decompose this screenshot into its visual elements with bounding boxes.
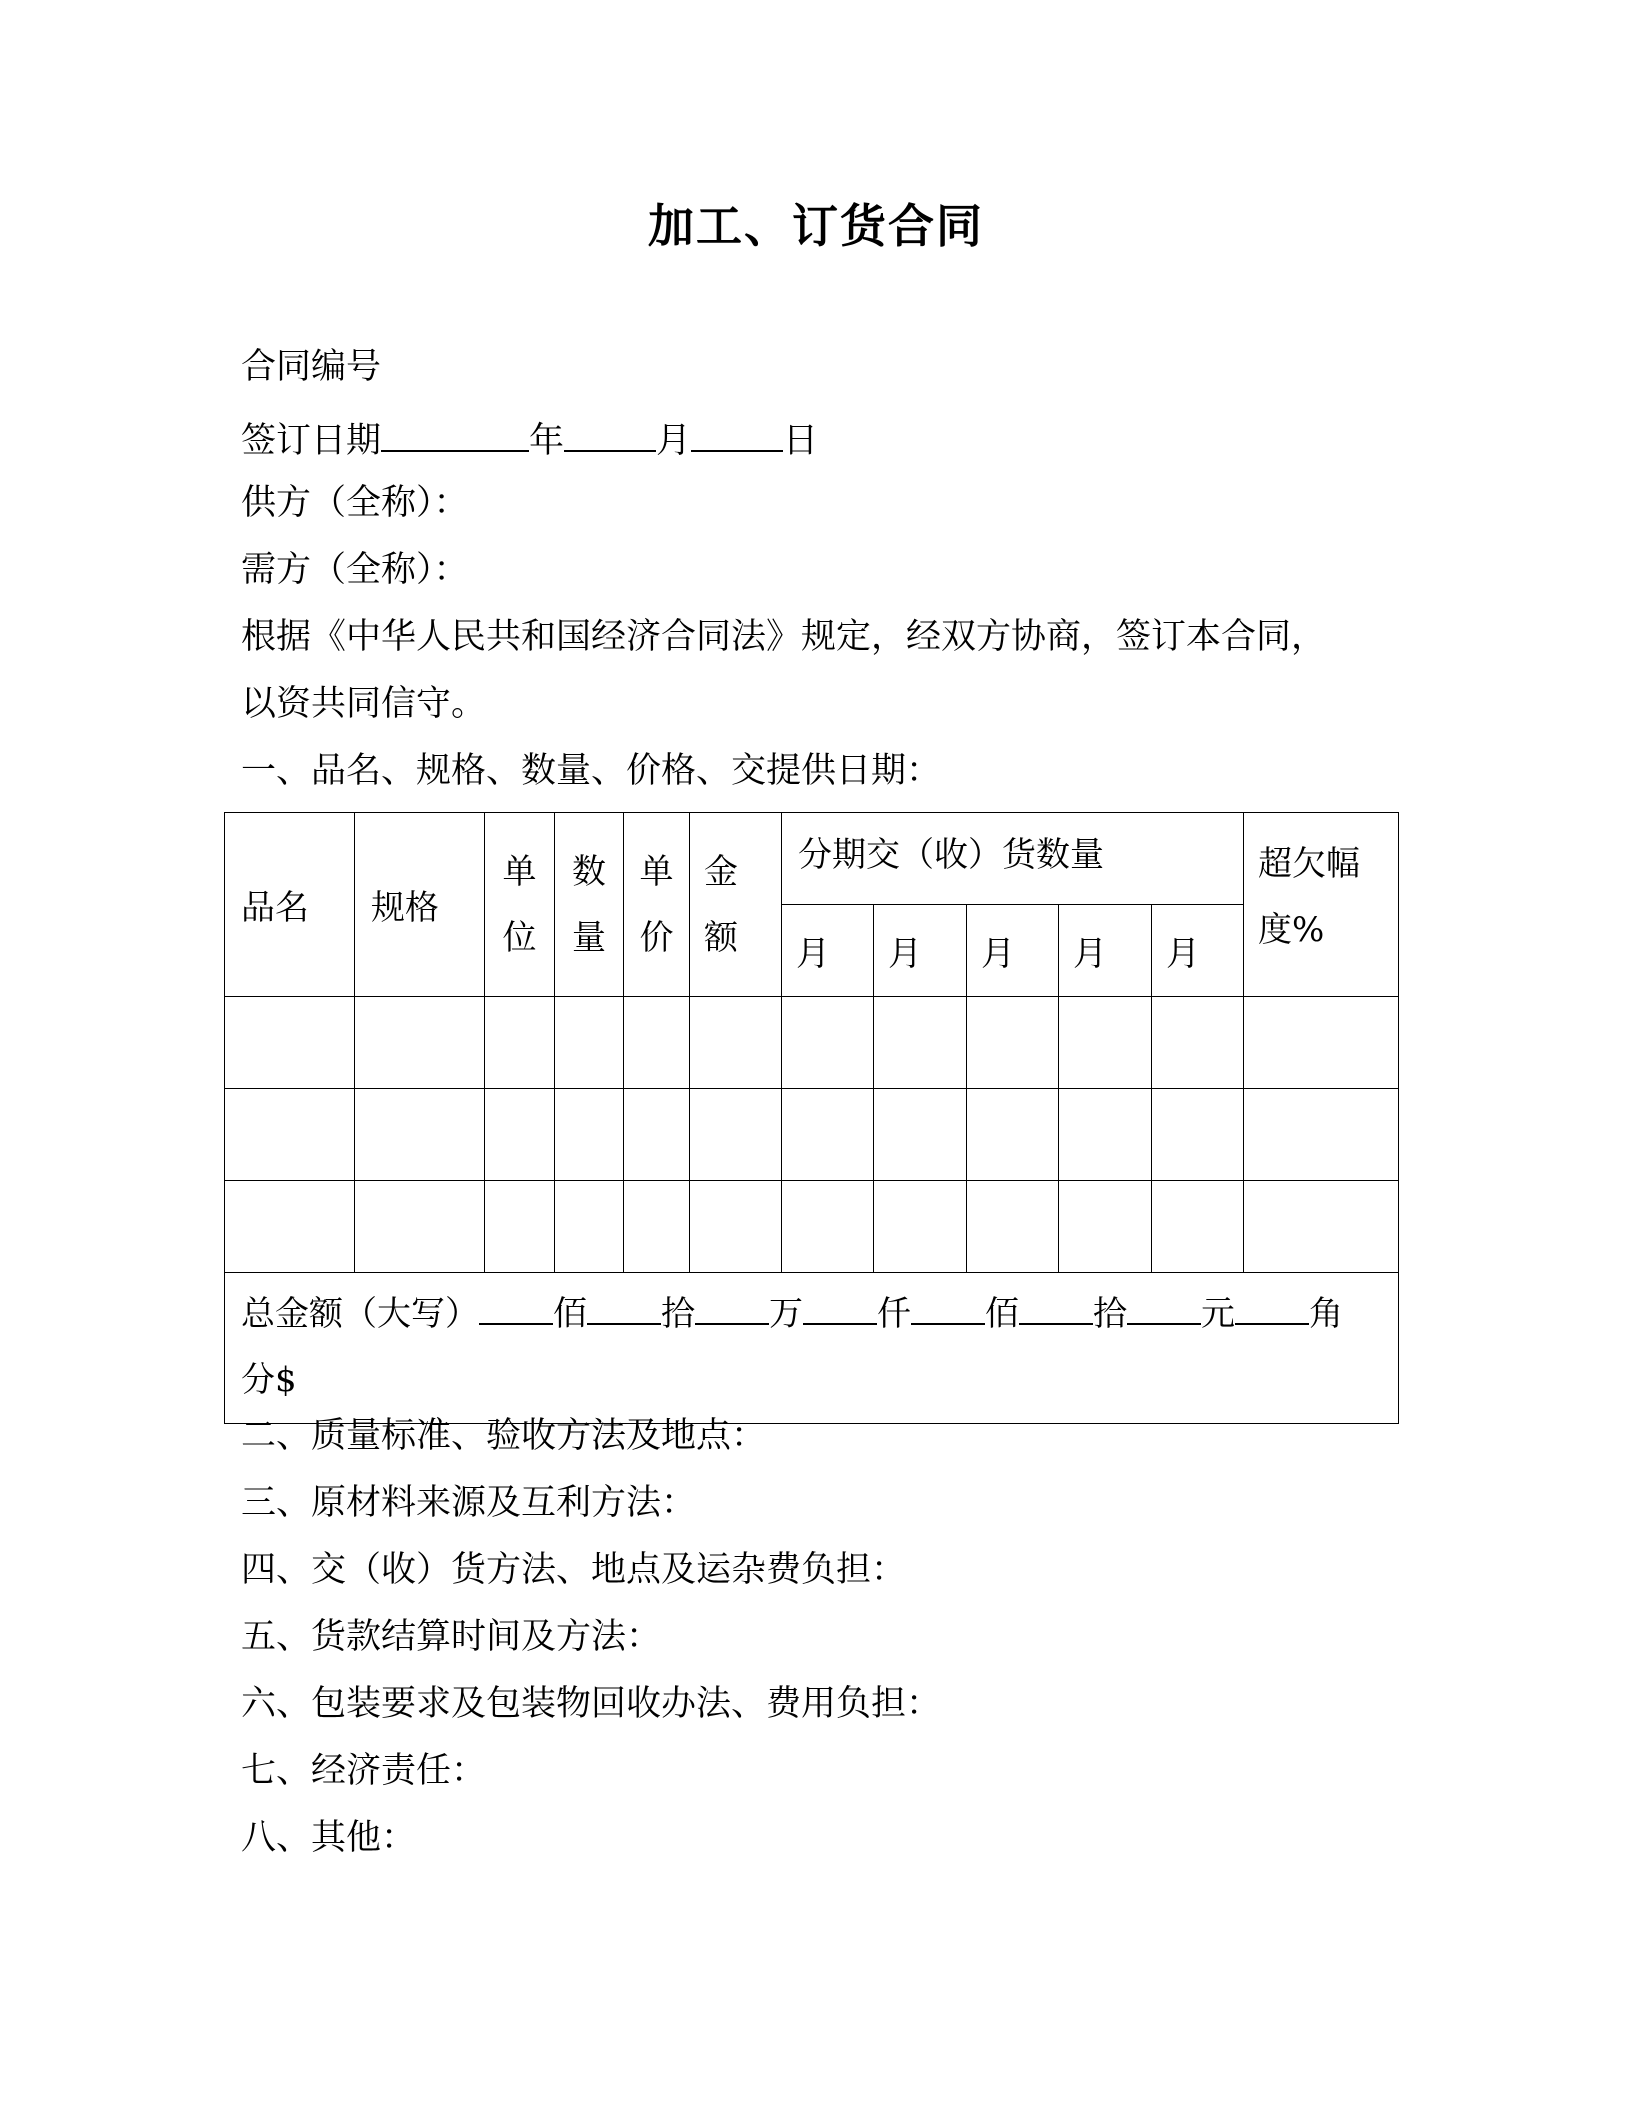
table-cell[interactable] xyxy=(1244,1181,1399,1273)
unit-bai-2: 佰 xyxy=(985,1294,1019,1334)
col-header-month-5: 月 xyxy=(1152,905,1244,997)
order-table xyxy=(224,812,1399,1424)
table-cell[interactable] xyxy=(485,1181,555,1273)
col-header-price-2: 价 xyxy=(639,917,674,958)
col-header-overage-2: 度% xyxy=(1258,910,1325,950)
col-header-overage xyxy=(1244,813,1399,997)
supplier-label: 供方（全称）： xyxy=(241,483,469,523)
col-header-amount-1: 金 xyxy=(704,851,738,892)
amount-blank[interactable] xyxy=(1235,1293,1309,1325)
col-header-month-3: 月 xyxy=(967,905,1059,997)
table-cell[interactable] xyxy=(225,1089,355,1181)
col-header-month-1: 月 xyxy=(782,905,874,997)
preamble-line-1: 根据《中华人民共和国经济合同法》规定，经双方协商，签订本合同， xyxy=(241,617,1327,657)
total-amount-row xyxy=(225,1273,1399,1424)
col-header-amount-2: 额 xyxy=(704,917,738,958)
table-cell[interactable] xyxy=(624,997,690,1089)
col-header-unit xyxy=(485,813,555,997)
section-4-heading: 四、交（收）货方法、地点及运杂费负担： xyxy=(241,1550,907,1590)
col-header-overage-1: 超欠幅 xyxy=(1258,844,1361,884)
section-5-heading: 五、货款结算时间及方法： xyxy=(241,1617,662,1657)
table-cell[interactable] xyxy=(1059,1089,1152,1181)
document-title: 加工、订货合同 xyxy=(648,199,984,253)
table-cell[interactable] xyxy=(225,997,355,1089)
table-cell[interactable] xyxy=(624,1181,690,1273)
day-label: 日 xyxy=(783,421,819,461)
col-header-name: 品名 xyxy=(225,813,355,997)
amount-blank[interactable] xyxy=(479,1293,553,1325)
table-cell[interactable] xyxy=(355,1089,485,1181)
col-header-split-delivery: 分期交（收）货数量 xyxy=(782,813,1244,905)
table-cell[interactable] xyxy=(1152,1089,1244,1181)
table-cell[interactable] xyxy=(782,1089,874,1181)
contract-number-label: 合同编号 xyxy=(241,347,382,387)
table-cell[interactable] xyxy=(967,997,1059,1089)
table-cell[interactable] xyxy=(1244,1089,1399,1181)
unit-wan: 万 xyxy=(769,1294,803,1334)
table-cell[interactable] xyxy=(782,1181,874,1273)
col-header-price-1: 单 xyxy=(639,851,674,892)
table-cell[interactable] xyxy=(355,997,485,1089)
table-cell[interactable] xyxy=(967,1181,1059,1273)
section-7-heading: 七、经济责任： xyxy=(241,1751,487,1791)
section-1-heading: 一、品名、规格、数量、价格、交提供日期： xyxy=(241,751,942,791)
table-cell[interactable] xyxy=(1059,1181,1152,1273)
table-row xyxy=(225,997,1399,1089)
table-cell[interactable] xyxy=(485,997,555,1089)
buyer-label: 需方（全称）： xyxy=(241,550,469,590)
amount-blank[interactable] xyxy=(587,1293,661,1325)
table-cell[interactable] xyxy=(690,1089,782,1181)
unit-shi-2: 拾 xyxy=(1093,1294,1127,1334)
table-cell[interactable] xyxy=(624,1089,690,1181)
table-cell[interactable] xyxy=(874,997,967,1089)
section-6-heading: 六、包装要求及包装物回收办法、费用负担： xyxy=(241,1684,942,1724)
total-amount-label: 总金额（大写） xyxy=(241,1294,479,1334)
table-cell[interactable] xyxy=(782,997,874,1089)
col-header-month-4: 月 xyxy=(1059,905,1152,997)
sign-date-line xyxy=(241,418,818,459)
section-8-heading: 八、其他： xyxy=(241,1818,417,1858)
amount-blank[interactable] xyxy=(1019,1293,1093,1325)
table-cell[interactable] xyxy=(874,1089,967,1181)
col-header-qty-2: 量 xyxy=(572,917,606,958)
amount-blank[interactable] xyxy=(803,1293,877,1325)
unit-bai: 佰 xyxy=(553,1294,587,1334)
col-header-qty xyxy=(555,813,624,997)
table-cell[interactable] xyxy=(355,1181,485,1273)
table-cell[interactable] xyxy=(1244,997,1399,1089)
table-cell[interactable] xyxy=(555,1089,624,1181)
unit-qian: 仟 xyxy=(877,1294,911,1334)
unit-yuan: 元 xyxy=(1201,1294,1235,1334)
table-cell[interactable] xyxy=(874,1181,967,1273)
col-header-unit-2: 位 xyxy=(502,917,537,958)
table-cell[interactable] xyxy=(690,1181,782,1273)
table-cell[interactable] xyxy=(555,997,624,1089)
amount-blank[interactable] xyxy=(695,1293,769,1325)
col-header-spec: 规格 xyxy=(355,813,485,997)
col-header-price xyxy=(624,813,690,997)
amount-blank[interactable] xyxy=(911,1293,985,1325)
table-cell[interactable] xyxy=(225,1181,355,1273)
table-row xyxy=(225,1181,1399,1273)
table-cell[interactable] xyxy=(1059,997,1152,1089)
preamble-line-2: 以资共同信守。 xyxy=(241,684,487,724)
month-label: 月 xyxy=(656,421,692,461)
table-row xyxy=(225,1089,1399,1181)
unit-shi: 拾 xyxy=(661,1294,695,1334)
amount-blank[interactable] xyxy=(1127,1293,1201,1325)
unit-jiao: 角 xyxy=(1309,1294,1343,1334)
unit-fen: 分$ xyxy=(241,1360,297,1400)
table-cell[interactable] xyxy=(1152,1181,1244,1273)
section-3-heading: 三、原材料来源及互利方法： xyxy=(241,1483,697,1523)
day-blank[interactable] xyxy=(691,418,783,452)
year-blank[interactable] xyxy=(381,418,529,452)
sign-date-label: 签订日期 xyxy=(241,421,382,461)
table-cell[interactable] xyxy=(555,1181,624,1273)
col-header-amount xyxy=(690,813,782,997)
table-cell[interactable] xyxy=(1152,997,1244,1089)
col-header-month-2: 月 xyxy=(874,905,967,997)
month-blank[interactable] xyxy=(564,418,656,452)
col-header-qty-1: 数 xyxy=(572,851,606,892)
table-cell[interactable] xyxy=(485,1089,555,1181)
col-header-unit-1: 单 xyxy=(502,851,537,892)
table-cell[interactable] xyxy=(690,997,782,1089)
section-2-heading: 二、质量标准、验收方法及地点： xyxy=(241,1416,767,1456)
table-cell[interactable] xyxy=(967,1089,1059,1181)
year-label: 年 xyxy=(529,421,565,461)
